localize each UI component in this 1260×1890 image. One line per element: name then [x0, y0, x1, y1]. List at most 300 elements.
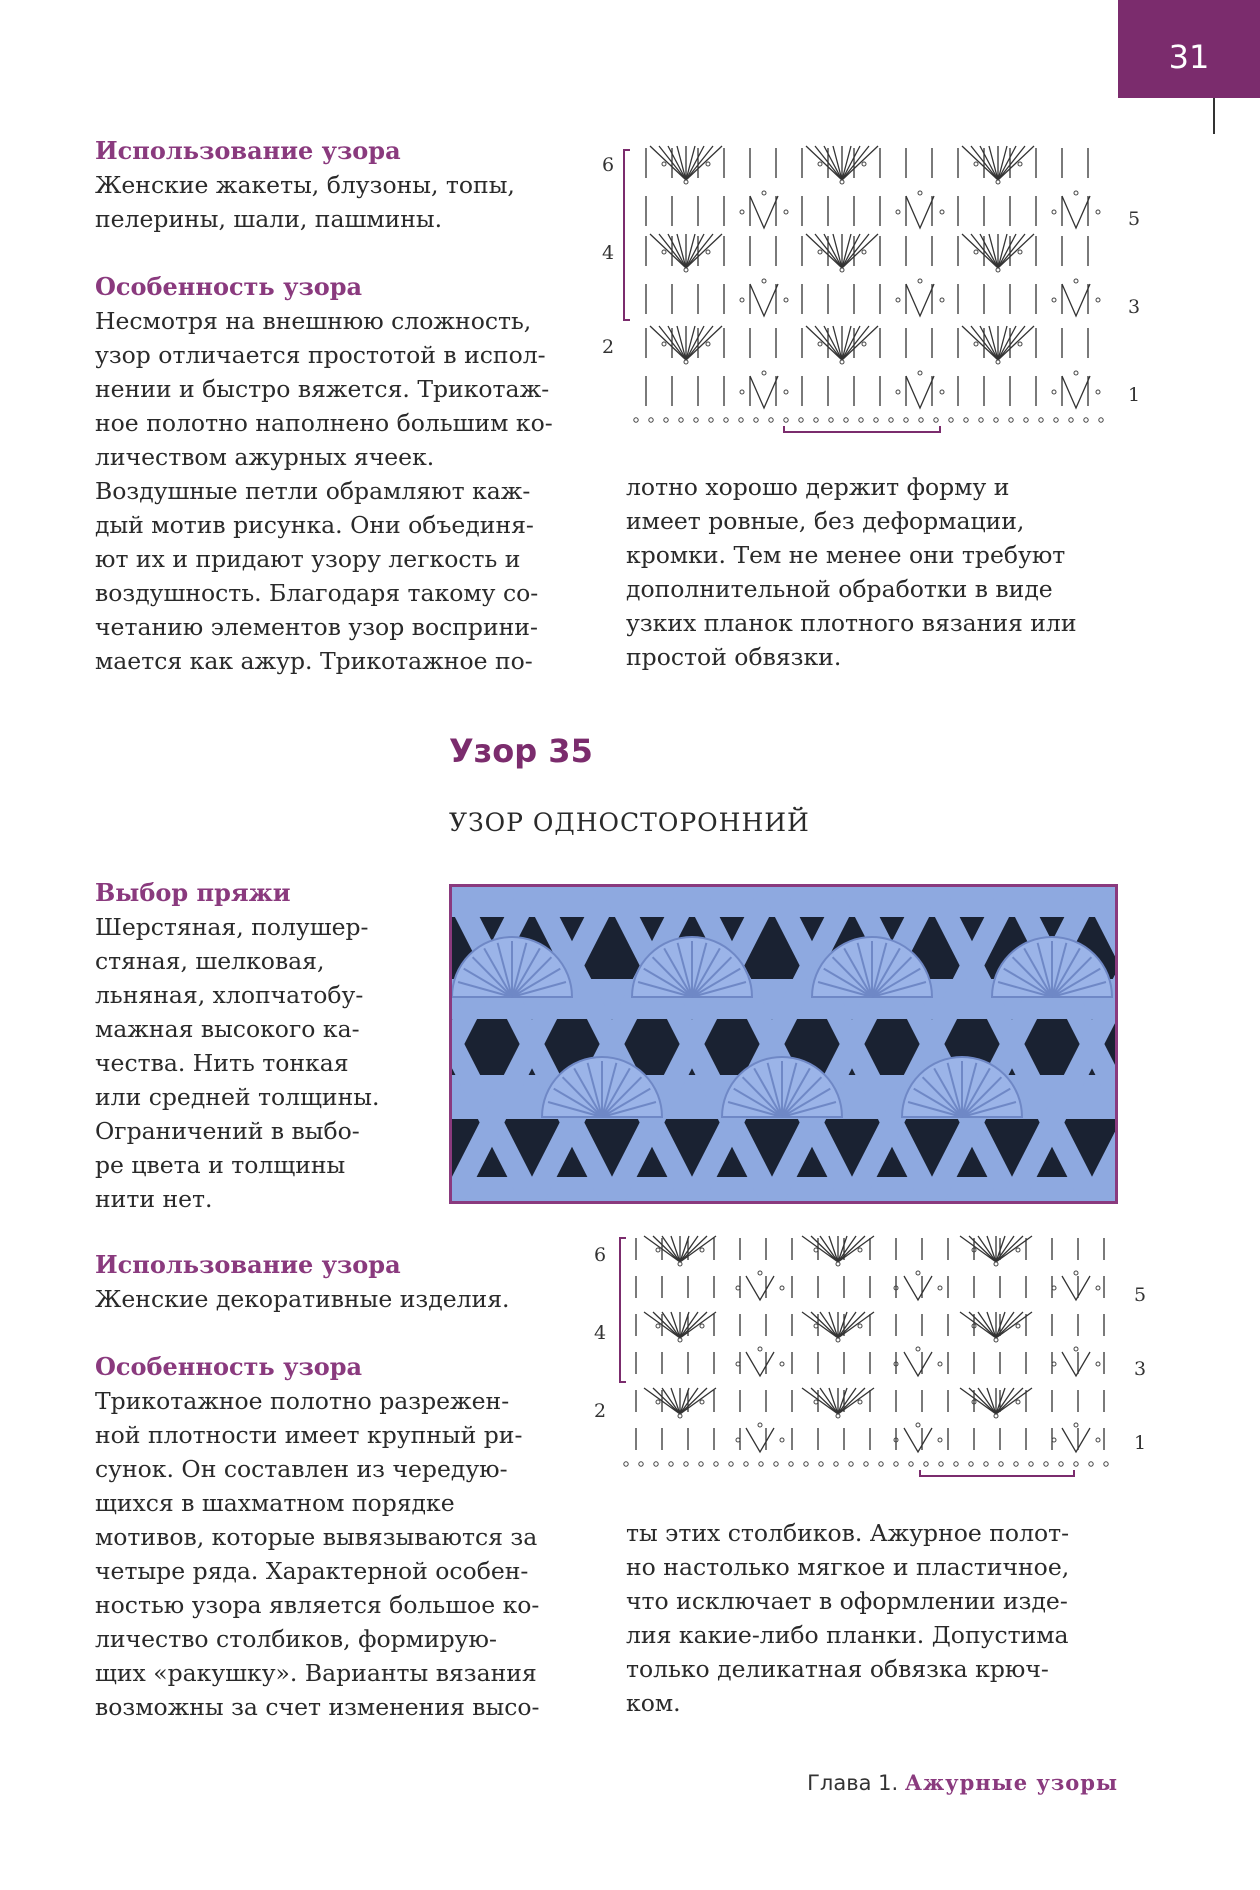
- chain-stitch-symbol: [1018, 250, 1022, 254]
- fan-stitch-symbol: [802, 1236, 838, 1262]
- fan-stitch-symbol: [824, 234, 842, 268]
- fan-stitch-symbol: [978, 1236, 996, 1262]
- text-line: мается как ажур. Трикотажное по-: [95, 647, 533, 675]
- chain-stitch-symbol: [1009, 418, 1013, 422]
- chain-stitch-symbol: [1074, 1423, 1078, 1427]
- fan-stitch-symbol: [842, 146, 860, 180]
- chain-stitch-symbol: [1074, 191, 1078, 195]
- text-line: щихся в шахматном порядке: [95, 1489, 455, 1517]
- fan-stitch-symbol: [960, 1388, 996, 1414]
- chain-stitch-symbol: [836, 1414, 840, 1418]
- chain-stitch-symbol: [1074, 371, 1078, 375]
- fan-stitch-symbol: [980, 326, 998, 360]
- chain-stitch-symbol: [1074, 1462, 1078, 1466]
- chain-stitch-symbol: [754, 418, 758, 422]
- chain-stitch-symbol: [896, 390, 900, 394]
- chain-stitch-symbol: [662, 250, 666, 254]
- chain-stitch-symbol: [964, 418, 968, 422]
- bottom-left-column: [95, 1248, 540, 1724]
- fan-stitch-symbol: [842, 326, 860, 360]
- row-label: 6: [602, 154, 615, 176]
- chain-stitch-symbol: [938, 1362, 942, 1366]
- chain-stitch-symbol: [1018, 162, 1022, 166]
- chain-stitch-symbol: [889, 418, 893, 422]
- text-line: лотно хорошо держит форму и: [626, 473, 1010, 501]
- chain-stitch-symbol: [706, 342, 710, 346]
- chain-stitch-symbol: [684, 268, 688, 272]
- chain-stitch-symbol: [1059, 1462, 1063, 1466]
- chain-stitch-symbol: [1052, 210, 1056, 214]
- crochet-chart-bottom: [590, 1232, 1160, 1492]
- row-label: 6: [594, 1244, 607, 1266]
- chapter-footer: [807, 1770, 1118, 1795]
- usage-heading: Использование узора: [95, 136, 401, 165]
- chain-stitch-symbol: [758, 1423, 762, 1427]
- v-stitch-symbol: [1062, 196, 1090, 228]
- chain-stitch-symbol: [1096, 1286, 1100, 1290]
- chain-stitch-symbol: [814, 418, 818, 422]
- fan-stitch-symbol: [962, 146, 998, 180]
- chain-stitch-symbol: [859, 418, 863, 422]
- chain-stitch-symbol: [1029, 1462, 1033, 1466]
- text-line: нити нет.: [95, 1185, 213, 1213]
- fan-stitch-symbol: [668, 146, 686, 180]
- text-line: мотивов, которые вывязываются за: [95, 1523, 538, 1551]
- chain-stitch-symbol: [994, 1338, 998, 1342]
- row-label: 4: [594, 1322, 607, 1344]
- chain-stitch-symbol: [849, 1462, 853, 1466]
- text-line: ком.: [626, 1689, 681, 1717]
- chain-stitch-symbol: [896, 298, 900, 302]
- v-stitch-symbol: [904, 1276, 932, 1300]
- fan-stitch-symbol: [662, 1312, 680, 1338]
- fan-stitch-symbol: [686, 234, 722, 268]
- fan-stitch-symbol: [668, 326, 686, 360]
- chain-stitch-symbol: [994, 1262, 998, 1266]
- chain-stitch-symbol: [1096, 1438, 1100, 1442]
- chain-stitch-symbol: [700, 1324, 704, 1328]
- chain-stitch-symbol: [940, 210, 944, 214]
- text-line: четыре ряда. Характерной особен-: [95, 1557, 529, 1585]
- chain-stitch-symbol: [974, 250, 978, 254]
- chain-stitch-symbol: [904, 418, 908, 422]
- v-stitch-symbol: [1062, 284, 1090, 316]
- chain-stitch-symbol: [1074, 279, 1078, 283]
- chain-stitch-symbol: [916, 1347, 920, 1351]
- v-stitch-symbol: [1062, 1352, 1090, 1376]
- text-line: узких планок плотного вязания или: [626, 609, 1077, 637]
- chain-stitch-symbol: [862, 162, 866, 166]
- chain-stitch-symbol: [818, 250, 822, 254]
- text-line: пелерины, шали, пашмины.: [95, 205, 443, 233]
- row-repeat-bracket: [624, 150, 630, 320]
- fan-stitch-symbol: [686, 146, 704, 180]
- chain-stitch-symbol: [896, 210, 900, 214]
- chain-stitch-symbol: [762, 191, 766, 195]
- chain-stitch-symbol: [624, 1462, 628, 1466]
- chain-stitch-symbol: [774, 1462, 778, 1466]
- yarn-heading: Выбор пряжи: [95, 878, 291, 907]
- chain-stitch-symbol: [706, 162, 710, 166]
- crochet-sample-photo: [449, 884, 1118, 1204]
- text-line: что исключает в оформлении изде-: [626, 1587, 1068, 1615]
- bottom-right-column: [626, 1516, 1069, 1720]
- fan-stitch-symbol: [686, 146, 722, 180]
- fan-stitch-symbol: [680, 1236, 698, 1262]
- chain-stitch-symbol: [940, 298, 944, 302]
- chain-stitch-symbol: [862, 250, 866, 254]
- chain-stitch-symbol: [918, 371, 922, 375]
- text-line: возможны за счет изменения высо-: [95, 1693, 540, 1721]
- chain-stitch-symbol: [954, 1462, 958, 1466]
- v-stitch-symbol: [746, 1352, 774, 1376]
- chain-stitch-symbol: [1074, 1271, 1078, 1275]
- text-line: стяная, шелковая,: [95, 947, 325, 975]
- v-stitch-symbol: [906, 376, 934, 408]
- chain-stitch-symbol: [974, 342, 978, 346]
- chain-stitch-symbol: [984, 1462, 988, 1466]
- v-stitch-symbol: [904, 1428, 932, 1452]
- chain-stitch-symbol: [862, 342, 866, 346]
- text-line: воздушность. Благодаря такому со-: [95, 579, 539, 607]
- text-line: лия какие-либо планки. Допустима: [626, 1621, 1069, 1649]
- chain-stitch-symbol: [758, 1271, 762, 1275]
- chain-stitch-symbol: [939, 1462, 943, 1466]
- fan-stitch-symbol: [806, 234, 842, 268]
- chain-stitch-symbol: [829, 418, 833, 422]
- chain-stitch-symbol: [916, 1423, 920, 1427]
- stitch-repeat-bracket: [784, 426, 940, 432]
- fan-stitch-symbol: [820, 1236, 838, 1262]
- chain-stitch-symbol: [804, 1462, 808, 1466]
- fan-stitch-symbol: [996, 1236, 1014, 1262]
- chain-stitch-symbol: [699, 1462, 703, 1466]
- text-line: узор отличается простотой в испол-: [95, 341, 546, 369]
- chain-stitch-symbol: [714, 1462, 718, 1466]
- chapter-name: Ажурные узоры: [904, 1770, 1118, 1795]
- chain-stitch-symbol: [649, 418, 653, 422]
- v-stitch-symbol: [750, 196, 778, 228]
- edge-line: [1213, 98, 1215, 134]
- chain-stitch-symbol: [789, 1462, 793, 1466]
- fan-stitch-symbol: [680, 1388, 698, 1414]
- chain-stitch-symbol: [1014, 1462, 1018, 1466]
- chain-stitch-symbol: [662, 162, 666, 166]
- fan-stitch-symbol: [838, 1388, 856, 1414]
- chain-stitch-symbol: [940, 390, 944, 394]
- chain-stitch-symbol: [1069, 418, 1073, 422]
- chain-stitch-symbol: [918, 191, 922, 195]
- chain-stitch-symbol: [780, 1286, 784, 1290]
- chain-stitch-symbol: [858, 1324, 862, 1328]
- fan-stitch-symbol: [842, 234, 878, 268]
- text-line: Воздушные петли обрамляют каж-: [95, 477, 531, 505]
- chain-stitch-symbol: [740, 390, 744, 394]
- chain-stitch-symbol: [858, 1400, 862, 1404]
- chain-stitch-symbol: [974, 162, 978, 166]
- chain-stitch-symbol: [1024, 418, 1028, 422]
- text-line: ют их и придают узору легкость и: [95, 545, 521, 573]
- text-line: Женские декоративные изделия.: [95, 1285, 510, 1313]
- fan-stitch-symbol: [838, 1312, 856, 1338]
- chain-stitch-symbol: [1074, 1347, 1078, 1351]
- text-line: Шерстяная, полушер-: [95, 913, 369, 941]
- chain-stitch-symbol: [739, 418, 743, 422]
- fan-stitch-symbol: [686, 234, 704, 268]
- v-stitch-symbol: [746, 1276, 774, 1300]
- text-line: дополнительной обработки в виде: [626, 575, 1053, 603]
- fan-stitch-symbol: [662, 1388, 680, 1414]
- chain-stitch-symbol: [634, 418, 638, 422]
- chain-stitch-symbol: [780, 1362, 784, 1366]
- v-stitch-symbol: [750, 284, 778, 316]
- fan-stitch-symbol: [680, 1312, 716, 1338]
- chain-stitch-symbol: [669, 1462, 673, 1466]
- fan-stitch-symbol: [998, 326, 1034, 360]
- chain-stitch-symbol: [969, 1462, 973, 1466]
- chain-stitch-symbol: [700, 1248, 704, 1252]
- chain-stitch-symbol: [840, 360, 844, 364]
- text-line: Трикотажное полотно разрежен-: [95, 1387, 510, 1415]
- fan-stitch-symbol: [650, 146, 686, 180]
- fan-stitch-symbol: [680, 1312, 698, 1338]
- text-line: Ограничений в выбо-: [95, 1117, 360, 1145]
- chain-stitch-symbol: [1052, 298, 1056, 302]
- chain-stitch-symbol: [894, 1462, 898, 1466]
- chain-stitch-symbol: [700, 1400, 704, 1404]
- crochet-chart-top: [596, 140, 1156, 440]
- top-left-column: [95, 134, 553, 678]
- chain-stitch-symbol: [740, 298, 744, 302]
- chain-stitch-symbol: [858, 1248, 862, 1252]
- chain-stitch-symbol: [844, 418, 848, 422]
- fan-stitch-symbol: [820, 1388, 838, 1414]
- chain-stitch-symbol: [938, 1286, 942, 1290]
- row-label: 3: [1128, 296, 1141, 318]
- chain-stitch-symbol: [762, 279, 766, 283]
- text-line: четанию элементов узор восприни-: [95, 613, 538, 641]
- chain-stitch-symbol: [762, 371, 766, 375]
- chain-stitch-symbol: [656, 1324, 660, 1328]
- chain-stitch-symbol: [864, 1462, 868, 1466]
- chain-stitch-symbol: [1052, 390, 1056, 394]
- chain-stitch-symbol: [916, 1271, 920, 1275]
- text-line: нении и быстро вяжется. Трикотаж-: [95, 375, 550, 403]
- chain-stitch-symbol: [818, 342, 822, 346]
- fan-stitch-symbol: [960, 1236, 996, 1262]
- text-line: ты этих столбиков. Ажурное полот-: [626, 1519, 1070, 1547]
- chain-stitch-symbol: [934, 418, 938, 422]
- v-stitch-symbol: [904, 1352, 932, 1376]
- chain-stitch-symbol: [759, 1462, 763, 1466]
- fan-stitch-symbol: [842, 234, 860, 268]
- chain-stitch-symbol: [784, 418, 788, 422]
- page-number-tab: [1118, 0, 1260, 98]
- text-line: ностью узора является большое ко-: [95, 1591, 540, 1619]
- pattern-subtitle: УЗОР ОДНОСТОРОННИЙ: [449, 808, 810, 837]
- chain-stitch-symbol: [664, 418, 668, 422]
- pattern-title: Узор 35: [449, 732, 593, 770]
- chain-stitch-symbol: [840, 180, 844, 184]
- chain-stitch-symbol: [694, 418, 698, 422]
- fan-stitch-symbol: [978, 1312, 996, 1338]
- chain-stitch-symbol: [684, 180, 688, 184]
- chain-stitch-symbol: [1039, 418, 1043, 422]
- top-right-column: [626, 470, 1077, 674]
- chain-stitch-symbol: [1099, 418, 1103, 422]
- text-line: ре цвета и толщины: [95, 1151, 346, 1179]
- chain-stitch-symbol: [924, 1462, 928, 1466]
- v-stitch-symbol: [1062, 1276, 1090, 1300]
- chain-stitch-symbol: [780, 1438, 784, 1442]
- chain-stitch-symbol: [1104, 1462, 1108, 1466]
- text-line: или средней толщины.: [95, 1083, 380, 1111]
- fan-stitch-symbol: [998, 146, 1034, 180]
- chain-stitch-symbol: [979, 418, 983, 422]
- fan-stitch-symbol: [980, 234, 998, 268]
- fan-stitch-symbol: [960, 1312, 996, 1338]
- stitch-repeat-bracket: [920, 1470, 1074, 1476]
- fan-stitch-symbol: [996, 1388, 1014, 1414]
- chain-stitch-symbol: [769, 418, 773, 422]
- chain-stitch-symbol: [656, 1248, 660, 1252]
- row-label: 4: [602, 242, 615, 264]
- chain-stitch-symbol: [949, 418, 953, 422]
- chain-stitch-symbol: [918, 279, 922, 283]
- fan-stitch-symbol: [980, 146, 998, 180]
- fan-stitch-symbol: [838, 1236, 856, 1262]
- v-stitch-symbol: [1062, 376, 1090, 408]
- fan-stitch-symbol: [650, 234, 686, 268]
- text-line: имеет ровные, без деформации,: [626, 507, 1025, 535]
- fan-stitch-symbol: [650, 326, 686, 360]
- text-line: Женские жакеты, блузоны, топы,: [95, 171, 515, 199]
- chain-stitch-symbol: [874, 418, 878, 422]
- row-repeat-bracket: [620, 1238, 626, 1382]
- fan-stitch-symbol: [802, 1388, 838, 1414]
- fan-stitch-symbol: [686, 326, 704, 360]
- fan-stitch-symbol: [824, 146, 842, 180]
- text-line: только деликатная обвязка крюч-: [626, 1655, 1049, 1683]
- row-label: 1: [1128, 384, 1141, 406]
- chain-stitch-symbol: [679, 418, 683, 422]
- text-line: ной плотности имеет крупный ри-: [95, 1421, 523, 1449]
- yarn-column: [95, 876, 379, 1216]
- fan-stitch-symbol: [998, 146, 1016, 180]
- chain-stitch-symbol: [758, 1347, 762, 1351]
- fan-stitch-symbol: [962, 326, 998, 360]
- fan-stitch-symbol: [820, 1312, 838, 1338]
- chain-stitch-symbol: [1054, 418, 1058, 422]
- chain-stitch-symbol: [994, 418, 998, 422]
- chain-stitch-symbol: [1018, 342, 1022, 346]
- fan-stitch-symbol: [824, 326, 842, 360]
- chain-stitch-symbol: [879, 1462, 883, 1466]
- chain-stitch-symbol: [1044, 1462, 1048, 1466]
- chain-stitch-symbol: [996, 180, 1000, 184]
- text-line: ное полотно наполнено большим ко-: [95, 409, 553, 437]
- chain-stitch-symbol: [1016, 1248, 1020, 1252]
- fan-stitch-symbol: [668, 234, 686, 268]
- chain-stitch-symbol: [684, 1462, 688, 1466]
- row-label: 1: [1134, 1432, 1147, 1454]
- v-stitch-symbol: [746, 1428, 774, 1452]
- chain-stitch-symbol: [836, 1338, 840, 1342]
- v-stitch-symbol: [906, 284, 934, 316]
- chain-stitch-symbol: [994, 1414, 998, 1418]
- page-number: 31: [1168, 38, 1210, 76]
- fan-stitch-symbol: [806, 146, 842, 180]
- text-line: льняная, хлопчатобу-: [95, 981, 364, 1009]
- v-stitch-symbol: [1062, 1428, 1090, 1452]
- chain-stitch-symbol: [709, 418, 713, 422]
- chain-stitch-symbol: [656, 1400, 660, 1404]
- row-label: 5: [1134, 1284, 1147, 1306]
- chain-stitch-symbol: [996, 268, 1000, 272]
- text-line: но настолько мягкое и пластичное,: [626, 1553, 1070, 1581]
- text-line: Несмотря на внешнюю сложность,: [95, 307, 532, 335]
- row-label: 2: [594, 1400, 607, 1422]
- chain-stitch-symbol: [1084, 418, 1088, 422]
- chain-stitch-symbol: [938, 1438, 942, 1442]
- text-line: сунок. Он составлен из чередую-: [95, 1455, 508, 1483]
- fan-stitch-symbol: [686, 326, 722, 360]
- chain-stitch-symbol: [818, 162, 822, 166]
- text-line: простой обвязки.: [626, 643, 842, 671]
- chain-stitch-symbol: [919, 418, 923, 422]
- chain-stitch-symbol: [1089, 1462, 1093, 1466]
- chain-stitch-symbol: [840, 268, 844, 272]
- text-line: кромки. Тем не менее они требуют: [626, 541, 1066, 569]
- fan-stitch-symbol: [978, 1388, 996, 1414]
- chain-stitch-symbol: [784, 298, 788, 302]
- fan-stitch-symbol: [962, 234, 998, 268]
- fan-stitch-symbol: [806, 326, 842, 360]
- fan-stitch-symbol: [680, 1236, 716, 1262]
- row-label: 5: [1128, 208, 1141, 230]
- chain-stitch-symbol: [1096, 390, 1100, 394]
- chain-stitch-symbol: [662, 342, 666, 346]
- text-line: чества. Нить тонкая: [95, 1049, 349, 1077]
- chain-stitch-symbol: [999, 1462, 1003, 1466]
- text-line: личеством ажурных ячеек.: [95, 443, 435, 471]
- chain-stitch-symbol: [684, 360, 688, 364]
- chain-stitch-symbol: [784, 390, 788, 394]
- chain-stitch-symbol: [1016, 1400, 1020, 1404]
- fan-stitch-symbol: [842, 326, 878, 360]
- text-line: щих «ракушку». Варианты вязания: [95, 1659, 537, 1687]
- fan-stitch-symbol: [996, 1312, 1014, 1338]
- chain-stitch-symbol: [740, 210, 744, 214]
- fan-stitch-symbol: [998, 326, 1016, 360]
- v-stitch-symbol: [750, 376, 778, 408]
- chain-stitch-symbol: [799, 418, 803, 422]
- v-stitch-symbol: [906, 196, 934, 228]
- row-label: 2: [602, 336, 615, 358]
- chain-stitch-symbol: [909, 1462, 913, 1466]
- chain-stitch-symbol: [729, 1462, 733, 1466]
- chain-stitch-symbol: [996, 360, 1000, 364]
- fan-stitch-symbol: [998, 234, 1016, 268]
- fan-stitch-symbol: [662, 1236, 680, 1262]
- text-line: личество столбиков, формирую-: [95, 1625, 497, 1653]
- chain-stitch-symbol: [1016, 1324, 1020, 1328]
- chain-stitch-symbol: [654, 1462, 658, 1466]
- fan-stitch-symbol: [802, 1312, 838, 1338]
- chain-stitch-symbol: [744, 1462, 748, 1466]
- chain-stitch-symbol: [784, 210, 788, 214]
- chain-stitch-symbol: [678, 1262, 682, 1266]
